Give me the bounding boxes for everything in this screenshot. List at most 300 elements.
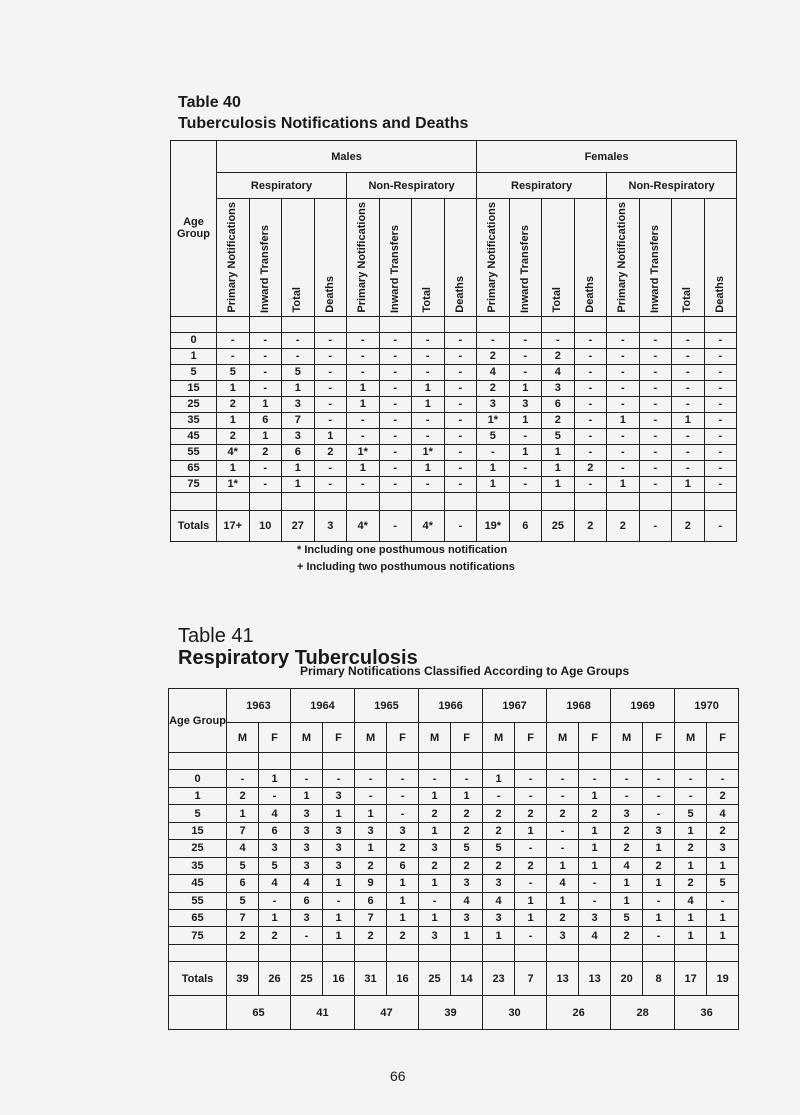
spacer-cell [171,492,217,510]
data-cell: - [639,332,672,348]
data-cell: 1 [282,460,315,476]
data-cell: 4 [227,840,259,857]
data-cell: 4 [611,857,643,874]
data-cell: 1 [611,875,643,892]
data-cell: - [355,770,387,787]
data-cell: 1 [483,770,515,787]
data-cell: 3 [323,857,355,874]
data-cell: - [547,822,579,839]
data-cell: - [704,364,737,380]
spacer-cell [611,944,643,961]
total-cell: 4* [347,510,380,541]
data-cell: 1 [412,396,445,412]
table-row [169,805,739,822]
data-cell: - [639,348,672,364]
data-cell: - [347,348,380,364]
spacer-cell [672,316,705,332]
data-cell: 1 [707,857,739,874]
footnote-posthumous-two: + Including two posthumous notifications [297,561,515,573]
age-cell: 65 [169,909,227,926]
subcolumn-label: Total [291,287,304,313]
data-cell: 5 [483,840,515,857]
data-cell: 1 [643,840,675,857]
subcolumn-label: Primary Notifications [486,202,499,313]
total-cell: 17+ [217,510,250,541]
total-cell: 27 [282,510,315,541]
spacer-cell [643,944,675,961]
data-cell: 2 [547,909,579,926]
data-cell: - [579,770,611,787]
male-header: M [547,723,579,753]
female-header: F [323,723,355,753]
data-cell: - [347,428,380,444]
data-cell: 1 [355,840,387,857]
data-cell: 4 [259,805,291,822]
data-cell: 6 [227,875,259,892]
males-header: Males [217,141,477,173]
data-cell: 2 [249,444,282,460]
females-header: Females [477,141,737,173]
spacer-cell [169,753,227,770]
table-row [169,822,739,839]
data-cell: - [643,805,675,822]
year-header: 1970 [675,689,739,723]
data-cell: - [477,332,510,348]
data-cell: - [639,396,672,412]
spacer-cell [379,492,412,510]
data-cell: - [607,348,640,364]
male-header: M [483,723,515,753]
total-cell: 16 [387,962,419,996]
data-cell: - [547,840,579,857]
spacer-cell [704,316,737,332]
data-cell: 6 [542,396,575,412]
data-cell: 3 [323,822,355,839]
spacer-cell [444,316,477,332]
subcolumn-label: Deaths [453,275,466,313]
total-cell: 14 [451,962,483,996]
spacer-cell [483,753,515,770]
data-cell: 4 [542,364,575,380]
data-cell: - [509,332,542,348]
age-cell: 5 [169,805,227,822]
data-cell: 4 [579,927,611,944]
data-cell: - [282,332,315,348]
data-cell: - [672,444,705,460]
data-cell: 2 [477,348,510,364]
subcolumn-header [282,199,315,317]
spacer-cell [169,944,227,961]
data-cell: 2 [547,805,579,822]
data-cell: - [387,770,419,787]
total-cell: 2 [672,510,705,541]
subcolumn-header [249,199,282,317]
data-cell: - [314,332,347,348]
data-cell: - [379,476,412,492]
table-row [171,412,737,428]
data-cell: 2 [707,822,739,839]
data-cell: - [611,770,643,787]
data-cell: - [704,428,737,444]
data-cell: - [444,364,477,380]
data-cell: 2 [387,927,419,944]
data-cell: - [704,412,737,428]
age-cell: 25 [171,396,217,412]
data-cell: 2 [419,805,451,822]
data-cell: - [704,332,737,348]
data-cell: 2 [451,857,483,874]
age-cell: 0 [169,770,227,787]
data-cell: 4 [451,892,483,909]
age-cell: 1 [169,787,227,804]
data-cell: - [444,460,477,476]
data-cell: - [707,770,739,787]
males-respiratory-header: Respiratory [217,173,347,199]
data-cell: 2 [314,444,347,460]
subcolumn-header [444,199,477,317]
data-cell: 1 [412,380,445,396]
data-cell: 4 [483,892,515,909]
male-header: M [611,723,643,753]
data-cell: - [249,348,282,364]
data-cell: 5 [542,428,575,444]
data-cell: - [675,787,707,804]
data-cell: 1 [515,909,547,926]
data-cell: - [643,927,675,944]
year-header: 1967 [483,689,547,723]
data-cell: - [574,444,607,460]
data-cell: - [704,348,737,364]
data-cell: - [672,396,705,412]
subcolumn-label: Total [551,287,564,313]
spacer-cell [355,753,387,770]
data-cell: - [444,476,477,492]
data-cell: - [542,332,575,348]
data-cell: - [419,892,451,909]
data-cell: 1 [412,460,445,476]
data-cell: 1 [387,909,419,926]
spacer-cell [675,944,707,961]
combined-total-cell: 36 [675,996,739,1030]
data-cell: 1 [672,412,705,428]
spacer-cell [515,944,547,961]
data-cell: 3 [547,927,579,944]
total-cell: 4* [412,510,445,541]
data-cell: 1 [672,476,705,492]
combined-total-cell: 28 [611,996,675,1030]
data-cell: 4 [675,892,707,909]
spacer-cell [347,316,380,332]
age-cell: 15 [171,380,217,396]
spacer-cell [291,753,323,770]
data-cell: - [483,787,515,804]
age-cell: 65 [171,460,217,476]
data-cell: 1 [259,770,291,787]
data-cell: 3 [419,927,451,944]
data-cell: - [412,348,445,364]
year-header: 1964 [291,689,355,723]
data-cell: - [607,364,640,380]
data-cell: 2 [483,857,515,874]
data-cell: - [672,428,705,444]
totals-row [169,962,739,996]
subcolumn-header [477,199,510,317]
data-cell: 1 [217,380,250,396]
total-cell: - [444,510,477,541]
data-cell: 4 [547,875,579,892]
subcolumn-label: Total [421,287,434,313]
data-cell: 2 [483,805,515,822]
data-cell: 1 [451,787,483,804]
data-cell: 1 [419,822,451,839]
data-cell: 6 [282,444,315,460]
spacer-cell [323,753,355,770]
table40 [170,140,737,542]
table-row [171,396,737,412]
total-cell: 31 [355,962,387,996]
total-cell: 10 [249,510,282,541]
data-cell: - [314,412,347,428]
age-group-header: Age Group [171,141,217,317]
spacer-cell [217,316,250,332]
data-cell: 5 [707,875,739,892]
data-cell: 2 [451,822,483,839]
age-cell: 25 [169,840,227,857]
data-cell: - [379,444,412,460]
spacer-cell [379,316,412,332]
spacer-cell [227,753,259,770]
data-cell: - [639,364,672,380]
data-cell: 1 [347,380,380,396]
data-cell: 2 [227,787,259,804]
age-cell: 75 [171,476,217,492]
data-cell: - [574,396,607,412]
data-cell: 1 [323,805,355,822]
data-cell: 1 [579,857,611,874]
table-row [169,840,739,857]
data-cell: 1 [323,875,355,892]
subcolumn-header [347,199,380,317]
subcolumn-label: Inward Transfers [518,224,531,313]
spacer-cell [259,944,291,961]
data-cell: 2 [451,805,483,822]
age-cell: 75 [169,927,227,944]
data-cell: - [259,892,291,909]
total-cell: 17 [675,962,707,996]
spacer-cell [483,944,515,961]
data-cell: 2 [387,840,419,857]
data-cell: 2 [477,380,510,396]
data-cell: - [419,770,451,787]
spacer-cell [314,316,347,332]
data-cell: - [412,476,445,492]
data-cell: - [704,396,737,412]
data-cell: - [574,412,607,428]
subcolumn-label: Inward Transfers [648,224,661,313]
data-cell: 1 [707,909,739,926]
subcolumn-header [314,199,347,317]
female-header: F [259,723,291,753]
data-cell: - [672,380,705,396]
data-cell: 1 [515,822,547,839]
data-cell: - [444,428,477,444]
spacer-cell [291,944,323,961]
table-row [171,348,737,364]
data-cell: 1 [579,787,611,804]
data-cell: 1 [259,909,291,926]
male-header: M [355,723,387,753]
total-cell: - [379,510,412,541]
spacer-cell [515,753,547,770]
data-cell: 5 [259,857,291,874]
data-cell: - [291,927,323,944]
data-cell: 5 [611,909,643,926]
table41-title: Respiratory Tuberculosis [178,647,418,669]
data-cell: 1 [542,444,575,460]
data-cell: 1 [579,840,611,857]
males-non-respiratory-header: Non-Respiratory [347,173,477,199]
data-cell: - [639,380,672,396]
data-cell: 5 [282,364,315,380]
data-cell: 5 [227,857,259,874]
table-row [169,909,739,926]
data-cell: 1 [643,875,675,892]
data-cell: 1 [419,787,451,804]
data-cell: - [444,396,477,412]
combined-total-cell: 30 [483,996,547,1030]
data-cell: 2 [217,396,250,412]
data-cell: 1 [419,875,451,892]
data-cell: - [607,396,640,412]
data-cell: 2 [579,805,611,822]
data-cell: - [451,770,483,787]
data-cell: - [444,380,477,396]
females-respiratory-header: Respiratory [477,173,607,199]
spacer-cell [542,492,575,510]
age-cell: 45 [171,428,217,444]
footnote-posthumous-one: * Including one posthumous notification [297,544,508,556]
data-cell: 2 [227,927,259,944]
data-cell: - [574,364,607,380]
female-header: F [579,723,611,753]
data-cell: 1 [314,428,347,444]
data-cell: - [672,348,705,364]
spacer-cell [387,944,419,961]
spacer-cell [419,753,451,770]
table-row [169,770,739,787]
subcolumn-label: Primary Notifications [356,202,369,313]
data-cell: - [249,380,282,396]
data-cell: - [509,364,542,380]
data-cell: - [387,805,419,822]
data-cell: 1 [675,927,707,944]
spacer-cell [477,492,510,510]
total-cell: 3 [314,510,347,541]
data-cell: 3 [355,822,387,839]
totals-label: Totals [169,962,227,996]
data-cell: - [672,332,705,348]
data-cell: - [547,770,579,787]
data-cell: 1 [675,857,707,874]
spacer-cell [477,316,510,332]
subcolumn-label: Deaths [713,275,726,313]
data-cell: - [444,348,477,364]
data-cell: - [259,787,291,804]
data-cell: - [574,428,607,444]
data-cell: 1 [547,892,579,909]
data-cell: 4 [259,875,291,892]
data-cell: 3 [483,875,515,892]
data-cell: 2 [643,857,675,874]
spacer-cell [259,753,291,770]
data-cell: - [639,412,672,428]
data-cell: 4* [217,444,250,460]
data-cell: - [707,892,739,909]
spacer-cell [171,316,217,332]
year-header: 1966 [419,689,483,723]
data-cell: - [672,460,705,476]
data-cell: - [412,412,445,428]
total-cell: 39 [227,962,259,996]
subcolumn-header [509,199,542,317]
year-header: 1963 [227,689,291,723]
data-cell: 1 [323,909,355,926]
data-cell: - [704,460,737,476]
spacer-cell [451,753,483,770]
data-cell: 5 [217,364,250,380]
data-cell: 3 [451,909,483,926]
data-cell: - [249,476,282,492]
data-cell: - [477,444,510,460]
male-header: M [291,723,323,753]
data-cell: - [574,332,607,348]
data-cell: 9 [355,875,387,892]
data-cell: 2 [355,927,387,944]
spacer-cell [574,316,607,332]
data-cell: - [509,460,542,476]
data-cell: - [282,348,315,364]
subcolumn-label: Inward Transfers [388,224,401,313]
data-cell: 3 [387,822,419,839]
subcolumn-label: Primary Notifications [226,202,239,313]
data-cell: 1 [542,476,575,492]
data-cell: - [704,476,737,492]
data-cell: - [249,460,282,476]
data-cell: 3 [291,822,323,839]
data-cell: - [607,380,640,396]
data-cell: 1 [675,822,707,839]
data-cell: 2 [355,857,387,874]
total-cell: - [704,510,737,541]
data-cell: - [291,770,323,787]
data-cell: 3 [483,909,515,926]
data-cell: - [314,380,347,396]
spacer-cell [707,944,739,961]
data-cell: - [227,770,259,787]
data-cell: 2 [611,840,643,857]
total-cell: 7 [515,962,547,996]
data-cell: - [672,364,705,380]
data-cell: - [444,332,477,348]
total-cell: 19* [477,510,510,541]
data-cell: 2 [707,787,739,804]
data-cell: - [412,428,445,444]
data-cell: 3 [291,909,323,926]
data-cell: 6 [259,822,291,839]
spacer-cell [707,753,739,770]
age-cell: 55 [169,892,227,909]
data-cell: - [379,380,412,396]
